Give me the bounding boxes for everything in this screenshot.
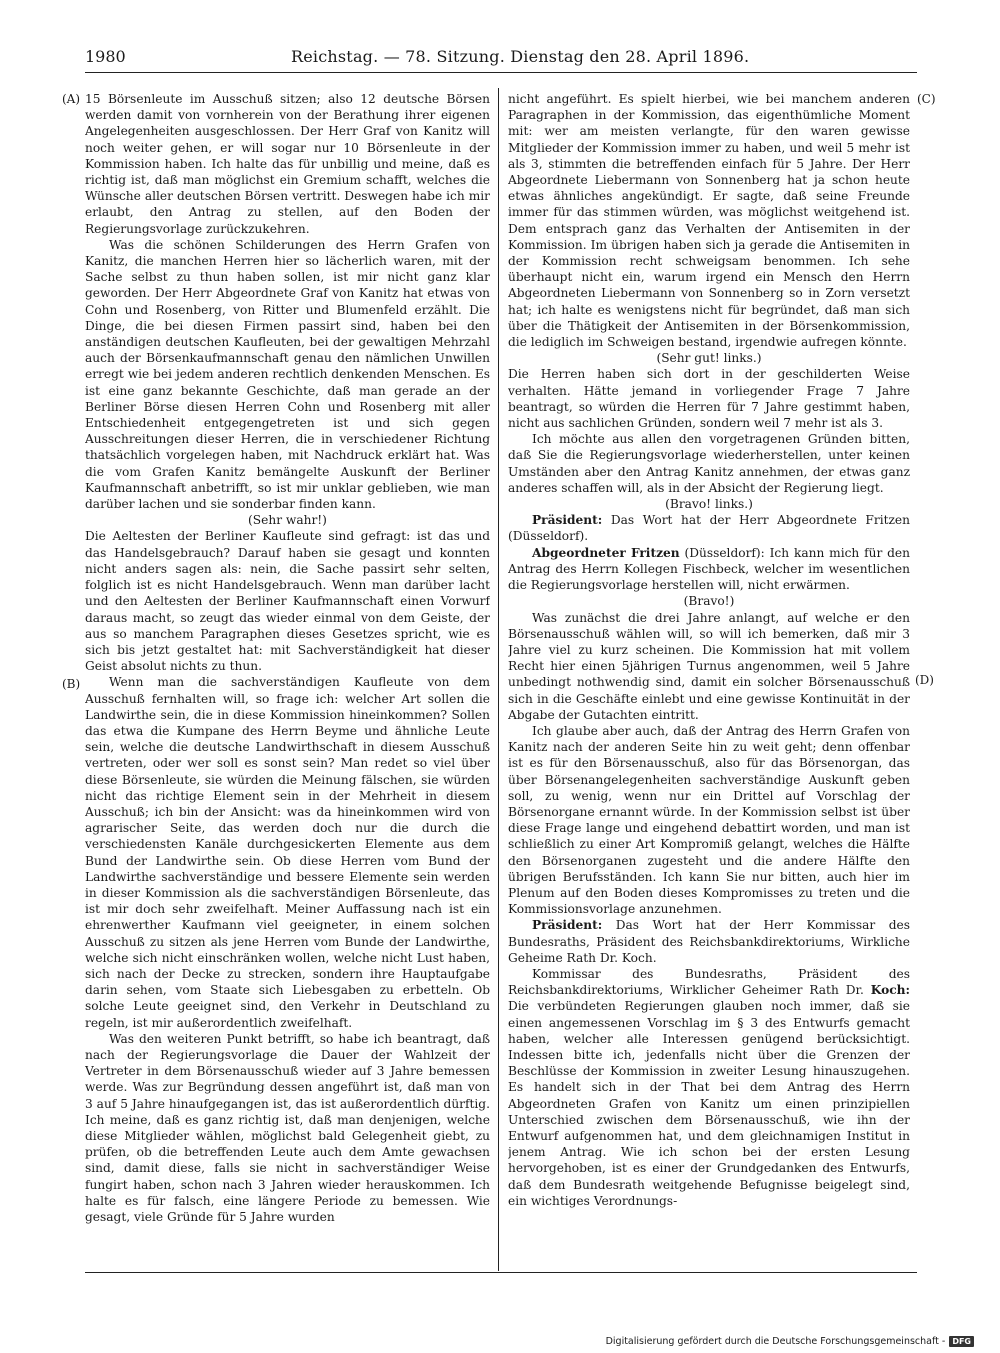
dfg-logo: DFG xyxy=(949,1336,974,1347)
speaker-name: Koch: xyxy=(870,983,910,998)
speaker-paragraph xyxy=(508,917,910,966)
footer-rule xyxy=(85,1272,917,1273)
paragraph: Was den weiteren Punkt betrifft, so habe ich beantragt, daß nach der Regierungsvorlage die Dauer der Wahlzeit der Vertreter in dem Börsenausschuß wieder auf 3 Jahre bemessen werde. Was zur Begründung dessen angeführt ist, daß man von 3 auf 5 Jahre hinaufgegangen ist, das ist außerordentlich dürftig. Ich meine, daß es ganz richtig ist, daß man denjenigen, welche diese Mitglieder wählen, möglichst bald Gelegenheit giebt, zu prüfen, ob die betreffenden Leute auch dem Amte gewachsen sind, damit diese, falls sie nicht in sachverständiger Weise fungirt haben, schon nach 3 Jahren wieder herauskommen. Ich halte es für falsch, eine längere Periode zu bemessen. Wie gesagt, viele Gründe für 5 Jahre wurden xyxy=(85,1031,490,1225)
column-divider xyxy=(498,88,499,1271)
speaker-name: Präsident: xyxy=(532,513,603,528)
header-title: Reichstag. — 78. Sitzung. Dienstag den 28. April 1896. xyxy=(291,47,750,66)
paragraph: Die Aeltesten der Berliner Kaufleute sind gefragt: ist das und das Handelsgebrauch? Darauf haben sie gesagt und konnten nicht anders sagen als: nein, die Sache passirt sehr selten, folglich ist es nicht Handelsgebrauch. Wenn man darüber lacht und den Aeltesten der Berliner Kaufmannschaft einen Vorwurf daraus macht, so zeugt das wieder einmal von dem Geiste, der aus so manchem Paragraphen dieses Gesetzes spricht, wie es sich bis jetzt gestaltet hat: mit Sachverständigkeit hat dieser Geist absolut nichts zu thun. xyxy=(85,529,490,674)
speech-text: Das Wort hat der Herr Abgeordnete Fritzen (Düsseldorf). xyxy=(508,513,910,544)
right-column xyxy=(508,91,910,1271)
margin-marker-c: (C) xyxy=(917,92,936,106)
speech-text: (Düsseldorf): Ich kann mich für den Antrag des Herrn Kollegen Fischbeck, welcher im wesentlichen die Regierungsvorlage herstellen will, nicht erwärmen. xyxy=(508,545,910,593)
margin-marker-b: (B) xyxy=(62,677,81,691)
header-rule xyxy=(85,72,917,73)
paragraph: Was zunächst die drei Jahre anlangt, auf welche er den Börsenausschuß wählen will, so will ich bemerken, daß mir 3 Jahre viel zu kurz scheinen. Die Kommission hat mit vollem Recht hier einen 5jährigen Turnus angenommen, weil 5 Jahre unbedingt nothwendig sind, damit ein solcher Börsenausschuß sich in die Geschäfte einlebt und eine gewisse Kontinuität in der Abgabe der Gutachten eintritt. xyxy=(508,610,910,722)
speech-text: Die verbündeten Regierungen glauben noch immer, daß sie einen angemessenen Vorschlag im § 3 des Entwurfs gemacht haben, welcher alle Interessen genügend berücksichtigt. Indessen bitte ich, jedenfalls nicht über die Grenzen der Beschlüsse der Kommission in zweiter Lesung hinauszugehen. Es handelt sich in der That bei dem Antrag des Herrn Abgeordneten Grafen von Kanitz um einen prinzipiellen Unterschied zwischen dem Börsenausschuß, wie ihn der Entwurf aufgenommen hat, und dem gleichnamigen Institut in jenem Antrag. Wie ich schon bei der ersten Lesung hervorgehoben, ist es einer der Grundgedanken des Entwurfs, daß dem Bundesrath weitgehende Befugnisse beigelegt sind, ein wichtiges Verordnungs- xyxy=(508,999,910,1208)
page-number: 1980 xyxy=(85,47,126,66)
interjection: (Sehr wahr!) xyxy=(248,513,327,528)
paragraph: Wenn man die sachverständigen Kaufleute von dem Ausschuß fernhalten will, so frage ich: welcher Art sollen die Landwirthe sein, die in diese Kommission hineinkommen? Sollen das etwa die Kumpane des Herrn Beyme und ähnliche Leute sein, welche die deutsche Landwirthschaft in diesem Ausschuß vertreten, oder wer soll es sonst sein? Man redet so viel über diese Börsenleute, sie würden die Meinung fälschen, sie würden nicht das richtige Element sein in der Mehrheit in diesem Ausschuß; ich bin der Ansicht: was da hineinkommen wird von agrarischer Seite, das werden doch nur die durch die verschiedensten Kanäle durchgesickerten Elemente aus dem Bund der Landwirthe sein. Ob diese Herren vom Bund der Landwirthe sachverständige und bessere Elemente sein werden in dieser Kommission als die sachverständigen Börsenleute, das ist mir doch sehr zweifelhaft. Meiner Auffassung nach ist ein ehrenwerther Kaufmann viel geeigneter, in einem solchen Ausschuß zu sitzen als jene Herren vom Bunde der Landwirthe, welche sich nicht einschränken wollen, welche nicht Lust haben, sich nach der Decke zu strecken, sondern ihre Hauptaufgabe darin sehen, vom Staate sich Liebesgaben zu erbetteln. Ob solche Leute geeignet sind, den Verkehr in Deutschland zu regeln, ist mir außerordentlich zweifelhaft. xyxy=(85,675,490,1030)
margin-marker-d: (D) xyxy=(915,673,934,687)
speaker-name: Präsident: xyxy=(532,918,603,933)
paragraph: nicht angeführt. Es spielt hierbei, wie bei manchem anderen Paragraphen in der Kommission, das eigenthümliche Moment mit: wer am meisten verlangte, für den waren gewisse Mitglieder der Kommission immer zu haben, und weil 5 mehr ist als 3, stimmten die betreffenden einfach für 5 Jahre. Der Herr Abgeordnete Liebermann von Sonnenberg hat ja schon heute etwas ähnliches angekündigt. Er sagte, daß seine Freunde immer für das stimmen würden, was möglichst weitgehend ist. Dem entsprach ganz das Verhalten der Antisemiten in der Kommission. Im übrigen haben sich ja gerade die Antisemiten in der Kommission recht schweigsam benommen. Ich sehe überhaupt nicht ein, warum irgend ein Mensch den Herrn Abgeordneten Liebermann von Sonnenberg so in Zorn versetzt hat; ich halte es wenigstens nicht für begründet, daß man sich über die Thätigkeit der Antisemiten in der Börsenkommission, die lediglich im Schweigen bestand, irgendwie aufregen könnte. xyxy=(508,92,910,350)
paragraph: Ich möchte aus allen den vorgetragenen Gründen bitten, daß Sie die Regierungsvorlage wiederherstellen, unter keinen Umständen aber den Antrag Kanitz annehmen, der etwas ganz anderes schaffen will, als in der Absicht der Regierung liegt. xyxy=(508,432,910,495)
speaker-paragraph xyxy=(508,966,910,1209)
speaker-name: Abgeordneter Fritzen xyxy=(532,545,680,560)
interjection: (Sehr gut! links.) xyxy=(656,351,762,366)
paragraph: Was die schönen Schilderungen des Herrn Grafen von Kanitz, die manchen Herren hier so lächerlich waren, mit der Sache selbst zu thun haben sollen, ist mir nicht ganz klar geworden. Der Herr Abgeordnete Graf von Kanitz hat etwas von Cohn und Rosenberg, von Ritter und Blumenfeld erzählt. Die Dinge, die bei diesen Firmen passirt sind, haben bei den anständigen deutschen Kaufleuten, bei der gewaltigen Mehrzahl auch der Börsenkaufmannschaft genau den nämlichen Unwillen erregt wie bei jedem anderen rechtlich denkenden Menschen. Es ist eine ganz bekannte Geschichte, daß man gerade an der Berliner Börse diesen Herren Cohn und Rosenberg mit aller Entschiedenheit entgegengetreten ist und sich gegen Ausschreitungen dieser Herren, die in verschiedener Richtung thatsächlich vorgelegen haben, mit Nachdruck erklärt hat. Was die vom Grafen Kanitz bemängelte Auskunft der Berliner Kaufmannschaft anbetrifft, so ist mir unklar geblieben, wie man darüber lachen und sie sonderbar finden kann. xyxy=(85,237,490,512)
interjection: (Bravo! links.) xyxy=(665,497,753,512)
speaker-paragraph xyxy=(508,512,910,544)
speech-text: Das Wort hat der Herr Kommissar des Bundesraths, Präsident des Reichsbankdirektoriums, Wirkliche Geheime Rath Dr. Koch. xyxy=(508,918,910,965)
page-header xyxy=(85,44,915,70)
paragraph: Ich glaube aber auch, daß der Antrag des Herrn Grafen von Kanitz nach der anderen Seite hin zu weit geht; denn offenbar ist es für den Börsenausschuß, also für das Börsenorgan, das über Börsenangelegenheiten sachverständige Auskunft geben soll, zu wenig, wenn nur ein Drittel auf Vorschlag der Börsenorgane ernannt würde. In der Kommission selbst ist über diese Frage lange und eingehend debattirt worden, und man ist schließlich zu einer Art Kompromiß gelangt, welches die Hälfte den Börsenorganen zugesteht und die andere Hälfte den übrigen Berufsständen. Ich kann Sie nur bitten, auch hier im Plenum auf den Boden dieses Kompromisses zu treten und die Kommissionsvorlage anzunehmen. xyxy=(508,723,910,917)
margin-marker-a: (A) xyxy=(62,92,81,106)
speaker-title: Kommissar des Bundesraths, Präsident des Reichsbankdirektoriums, Wirklicher Geheimer Rath Dr. xyxy=(508,966,910,998)
paragraph: 15 Börsenleute im Ausschuß sitzen; also 12 deutsche Börsen werden damit von vornherein von der Berathung ihrer eigenen Angelegenheiten ausgeschlossen. Der Herr Graf von Kanitz will noch weiter gehen, er will sogar nur 10 Börsenleute in der Kommission haben. Ich halte das für unbillig und meine, daß es richtig ist, daß man möglichst ein Gremium schafft, welches die Wünsche aller deutschen Börsen vertritt. Deswegen habe ich mir erlaubt, den Antrag zu stellen, auf den Boden der Regierungsvorlage zurückzukehren. xyxy=(85,92,490,236)
footer-credit xyxy=(606,1336,974,1347)
footer-text: Digitalisierung gefördert durch die Deutsche Forschungsgemeinschaft - xyxy=(605,1336,946,1347)
speaker-paragraph xyxy=(508,545,910,594)
paragraph: Die Herren haben sich dort in der geschilderten Weise verhalten. Hätte jemand in vorliegender Frage 7 Jahre beantragt, so würden die Herren für 7 Jahre gestimmt haben, nicht aus sachlichen Gründen, sondern weil 7 mehr ist als 3. xyxy=(508,367,910,431)
left-column xyxy=(85,91,490,1271)
interjection: (Bravo!) xyxy=(683,594,735,609)
